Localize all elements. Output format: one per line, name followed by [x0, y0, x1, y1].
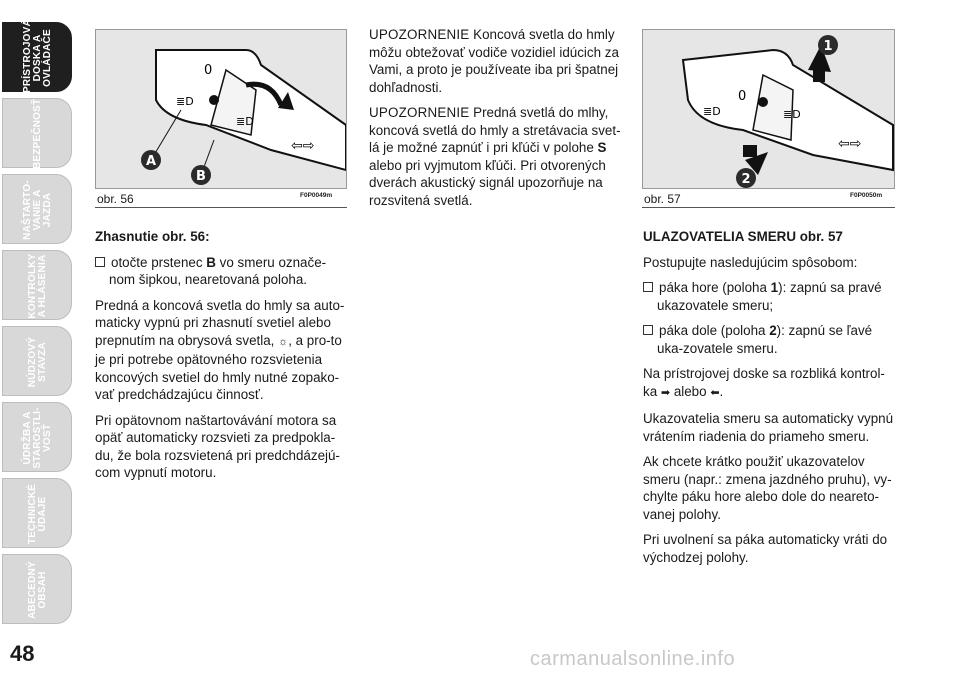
paragraph: Ak chcete krátko použiť ukazovatelov smeru (napr.: zmena jazdného pruhu), vy-chylte páku hore alebo dole do neareto-vanej polohy. — [643, 454, 892, 522]
tab-pristrojova-doska[interactable] — [2, 19, 72, 93]
watermark: carmanualsonline.info — [530, 648, 736, 670]
light-stalk-illustration — [96, 30, 347, 189]
page-number: 48 — [10, 641, 35, 666]
left-column — [95, 228, 349, 490]
tab-label: NÚDZOVÝ STAVZA — [27, 336, 48, 388]
svg-text:⇦⇨: ⇦⇨ — [838, 136, 862, 152]
paragraph: Predná a koncová svetla do hmly sa auto-maticky vypnú pri zhasnutí svetiel alebo prepnutím na obrysová svetla, ☼, a pro-to je pri potrebe opätovného rozsvietenia koncových svetiel do hmly nutné zopako-vať predchádzajúcu činnosť. — [95, 297, 345, 402]
svg-text:≣D: ≣D — [176, 95, 194, 108]
section-heading: Zhasnutie obr. 56: — [95, 229, 210, 244]
paragraph: Pri uvolnení sa páka automaticky vráti do východzej polohy. — [643, 532, 888, 565]
list-item: páka dole (poloha 2): zapnú se ľavé uka-zovatele smeru. — [643, 322, 897, 357]
tab-abecedny-obsah[interactable] — [2, 554, 72, 624]
tab-label: ÚDRŽBA A STAROSTLI- VOSŤ — [22, 407, 53, 469]
paragraph: Ukazovatelia smeru sa automaticky vypnú vrátením riadenia do priameho smeru. — [643, 411, 894, 444]
warning-paragraph: UPOZORNENIE Koncová svetla do hmly môžu obtežovať vodiče vozidiel idúcich za Vami, a proto je používeate iba pri špatnej dohľadnosti. — [369, 27, 619, 95]
tab-kontrolky[interactable] — [2, 250, 72, 320]
figure-56-caption: obr. 56 — [97, 192, 134, 206]
tab-nastartovanie[interactable] — [2, 174, 72, 244]
tab-technicke-udaje[interactable] — [2, 478, 72, 548]
tab-bezpecnost[interactable] — [2, 98, 72, 168]
label-b: B — [196, 169, 206, 184]
tab-nudzovy-stav[interactable] — [2, 326, 72, 396]
parking-light-icon: ☼ — [278, 335, 289, 348]
tab-udrzba[interactable] — [2, 402, 72, 472]
label-1: 1 — [823, 39, 833, 54]
arrow-left-icon: ⬅ — [710, 386, 720, 399]
turn-signal-stalk-illustration — [643, 30, 895, 189]
caption-rule — [95, 207, 347, 208]
label-a: A — [145, 154, 157, 169]
tab-label: NAŠTARTO- VANIE A JAZDA — [22, 180, 53, 240]
tab-label: ABECEDNÝ OBSAH — [27, 561, 48, 619]
figure-57-caption: obr. 57 — [644, 192, 681, 206]
svg-text:≣D: ≣D — [236, 115, 254, 128]
caption-rule — [642, 207, 895, 208]
warning-paragraph: UPOZORNENIE Predná svetlá do mlhy, koncová svetlá do hmly a stretávacia svet-lá je možné zapnúť i pri kľúči v polohe S alebo pri vyjmutom kľúči. Pri otvorených dverách akustický signál upozorňuje na rozsvitená svetlá. — [369, 105, 621, 208]
position-zero-label: 0 — [738, 89, 747, 104]
tab-label: BEZPEČNOSŤ — [32, 98, 43, 169]
tab-label: KONTROLKY A HLÁSENIA — [27, 253, 48, 319]
checkbox-bullet-icon — [643, 282, 653, 292]
figure-56-code: F0P0049m — [300, 192, 333, 199]
svg-text:≣D: ≣D — [703, 105, 721, 118]
svg-text:⇦⇨: ⇦⇨ — [291, 138, 315, 154]
list-item: otočte prstenec B vo smeru označe-nom šipkou, nearetovaná poloha. — [95, 254, 349, 289]
tab-label: PRÍSTROJOVÁ DOSKA A OVLÁDAČE — [22, 19, 53, 93]
paragraph: Postupujte nasledujúcim spôsobom: — [643, 254, 858, 270]
arrow-right-icon: ➡ — [660, 386, 671, 399]
paragraph: Na prístrojovej doske sa rozbliká kontrol-ka ➡ alebo ⬅. — [643, 365, 897, 402]
figure-56-illustration — [95, 29, 347, 189]
paragraph: Pri opätovnom naštartovávání motora sa opäť automaticky rozsvieti za predpokla-du, že bola rozsvietená pri predchdázejú-com vypnutí motoru. — [95, 412, 340, 480]
checkbox-bullet-icon — [95, 257, 105, 267]
figure-57-code: F0P0050m — [850, 192, 883, 199]
section-heading: ULAZOVATELIA SMERU obr. 57 — [643, 229, 843, 244]
figure-57-illustration — [642, 29, 895, 189]
label-2: 2 — [741, 172, 751, 187]
middle-column — [369, 26, 621, 217]
svg-text:≣D: ≣D — [783, 108, 801, 121]
checkbox-bullet-icon — [643, 325, 653, 335]
position-zero-label: 0 — [204, 63, 213, 78]
right-column — [643, 228, 897, 574]
list-item: páka hore (poloha 1): zapnú sa pravé ukazovatele smeru; — [643, 279, 897, 314]
tab-label: TECHNICKÉ ÚDAJE — [27, 483, 48, 545]
